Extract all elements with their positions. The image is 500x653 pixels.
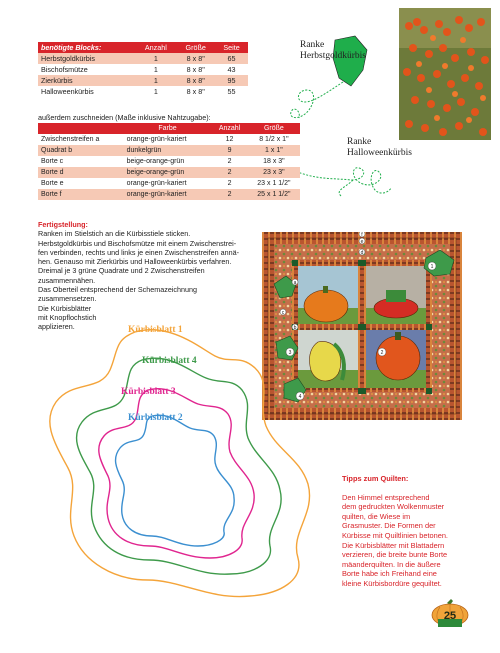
table-cell: Bischofsmütze [41,65,88,74]
instructions-line: Herbstgoldkürbis und Bischofsmütze mit einem Zwischenstrei- [38,238,237,248]
table-cell: Herbstgoldkürbis [41,54,95,63]
instructions-line: zusammensetzen. [38,294,97,304]
cut-header-part [38,123,124,134]
leaf-outline-4 [77,358,282,574]
cut-header-count: Anzahl [211,123,247,134]
instructions-line: Ranken im Stielstich an die Kürbisstiele sticken. [38,229,191,239]
marker-2: 2 [380,350,384,356]
tips-line: verzieren, die breite bunte Borte [342,550,448,560]
table-cell: Zierkürbis [41,76,73,85]
tips-line: Kürbisse mit Quiltlinien betonen. [342,530,448,540]
table-cell: 8 x 8" [186,65,205,74]
leaf-label-3: Kürbisblatt 3 [121,387,176,397]
table-cell: Halloweenkürbis [41,87,94,96]
pumpkin-page-badge [430,597,470,627]
marker-e: e [360,238,364,245]
table-cell: dunkelgrün [126,147,162,154]
table-cell: 95 [227,76,236,85]
table-cell: 55 [227,87,236,96]
instructions-line: applizieren. [38,322,75,332]
ranke-label-1-line2: Herbstgoldkürbis [300,51,366,61]
cut-header-size: Größe [248,123,300,134]
cut-table [38,123,300,200]
table-cell: Borte c [41,158,64,165]
tips-line: Die Kürbisblätter mit Blattadern [342,540,445,550]
instructions-line: Die Kürbisblätter [38,303,92,313]
blocks-header-page: Seite [215,42,248,53]
table-cell: 2 [227,180,232,187]
table-cell: 8 x 8" [186,87,205,96]
table-cell: 2 [227,158,232,165]
tips-line: quilten, die Wiese im [342,511,411,521]
leaf-label-2: Kürbisblatt 2 [128,413,183,423]
tips-line: Den Himmel entsprechend [342,492,430,502]
table-cell: beige-orange-grün [126,169,185,176]
cut-table-header [38,123,300,134]
table-row [38,53,248,64]
marker-d: d [360,249,364,256]
table-cell: orange-grün-kariert [126,180,187,187]
leaf-label-1: Kürbisblatt 1 [128,325,183,335]
table-cell: 8 x 8" [186,54,205,63]
blocks-header-count: Anzahl [135,42,176,53]
instructions-line: Dreimal je 3 grüne Quadrate und 2 Zwischenstreifen [38,266,205,276]
table-cell: 43 [227,65,236,74]
marker-4: 4 [298,394,302,400]
table-cell: 18 x 3" [263,158,285,165]
table-cell: 25 x 1 1/2" [257,191,291,198]
tendril-1 [291,82,343,118]
ranke-label-1 [300,40,366,62]
table-cell: 9 [227,147,232,154]
table-cell: Borte d [41,169,64,176]
table-cell: 1 [153,76,158,85]
tips-line: dem gedruckten Wolkenmuster [342,502,445,512]
table-cell: orange-grün-kariert [126,136,187,143]
table-cell: Borte f [41,191,62,198]
table-cell: 8 1/2 x 1" [259,136,289,143]
blocks-header-size: Größe [176,42,215,53]
table-row [38,145,300,156]
marker-a: a [293,279,297,286]
tips-heading: Tipps zum Quilten: [342,474,409,483]
table-cell: 1 [153,65,158,74]
marker-1: 1 [430,264,434,270]
table-cell: 2 [227,169,232,176]
table-cell: orange-grün-kariert [126,191,187,198]
table-cell: 23 x 3" [263,169,285,176]
table-row [38,75,248,86]
table-row [38,167,300,178]
instructions-line: zusammennähen. [38,275,96,285]
table-cell: 1 x 1" [265,147,283,154]
blocks-table [38,42,248,97]
table-row [38,134,300,145]
table-cell: 1 [153,54,158,63]
instructions-line: mit Knopflochstich [38,312,97,322]
table-cell: 12 [225,136,234,143]
table-row [38,86,248,97]
page-number: 25 [443,610,457,622]
table-row [38,178,300,189]
marker-f: f [361,232,363,238]
cut-header-color: Farbe [124,123,212,134]
instructions-heading: Fertigstellung: [38,220,88,229]
ranke-label-2-line2: Halloweenkürbis [347,148,412,158]
table-cell: 2 [227,191,232,198]
table-cell: Zwischenstreifen a [41,136,100,143]
ranke-label-2 [347,137,412,159]
marker-c: c [281,309,285,316]
table-cell: 1 [153,87,158,96]
cut-subtitle: außerdem zuschneiden (Maße inklusive Nahtzugabe): [38,113,211,122]
marker-3: 3 [288,350,292,356]
table-cell: beige-orange-grün [126,158,185,165]
berries-photo [399,8,491,140]
marker-b: b [293,324,297,331]
tips-line: Grasmuster. Die Formen der [342,521,436,531]
table-cell: 23 x 1 1/2" [257,180,291,187]
tips-line: mäanderquilten. In die äußere [342,559,441,569]
leaf-outline-2 [116,415,235,546]
blocks-header-name: benötigte Blocks: [38,42,135,53]
table-row [38,64,248,75]
tips-line: kleine Kürbisbordüre gequiltet. [342,578,442,588]
instructions-line: fen verbinden, rechts und links je einen Zwischenstreifen annä- [38,247,239,257]
instructions [38,220,276,332]
table-row [38,156,300,167]
leaf-label-4: Kürbisblatt 4 [142,356,197,366]
table-cell: Quadrat b [41,147,73,154]
ranke-label-2-line1: Ranke [347,137,372,147]
ranke-label-1-line1: Ranke [300,40,325,50]
blocks-table-header [38,42,248,53]
instructions-line: Das Oberteil entsprechend der Schemazeichnung [38,285,198,295]
tips-line: Borte habe ich Freihand eine [342,569,437,579]
leaf-outline-1 [50,330,310,597]
table-cell: 65 [227,54,236,63]
quilting-tips [342,474,462,589]
tendril-2 [293,168,391,193]
table-row [38,189,300,200]
table-cell: 8 x 8" [186,76,205,85]
table-cell: Borte e [41,180,64,187]
instructions-line: hen. Genauso mit Zierkürbis und Halloweenkürbis verfahren. [38,257,232,267]
